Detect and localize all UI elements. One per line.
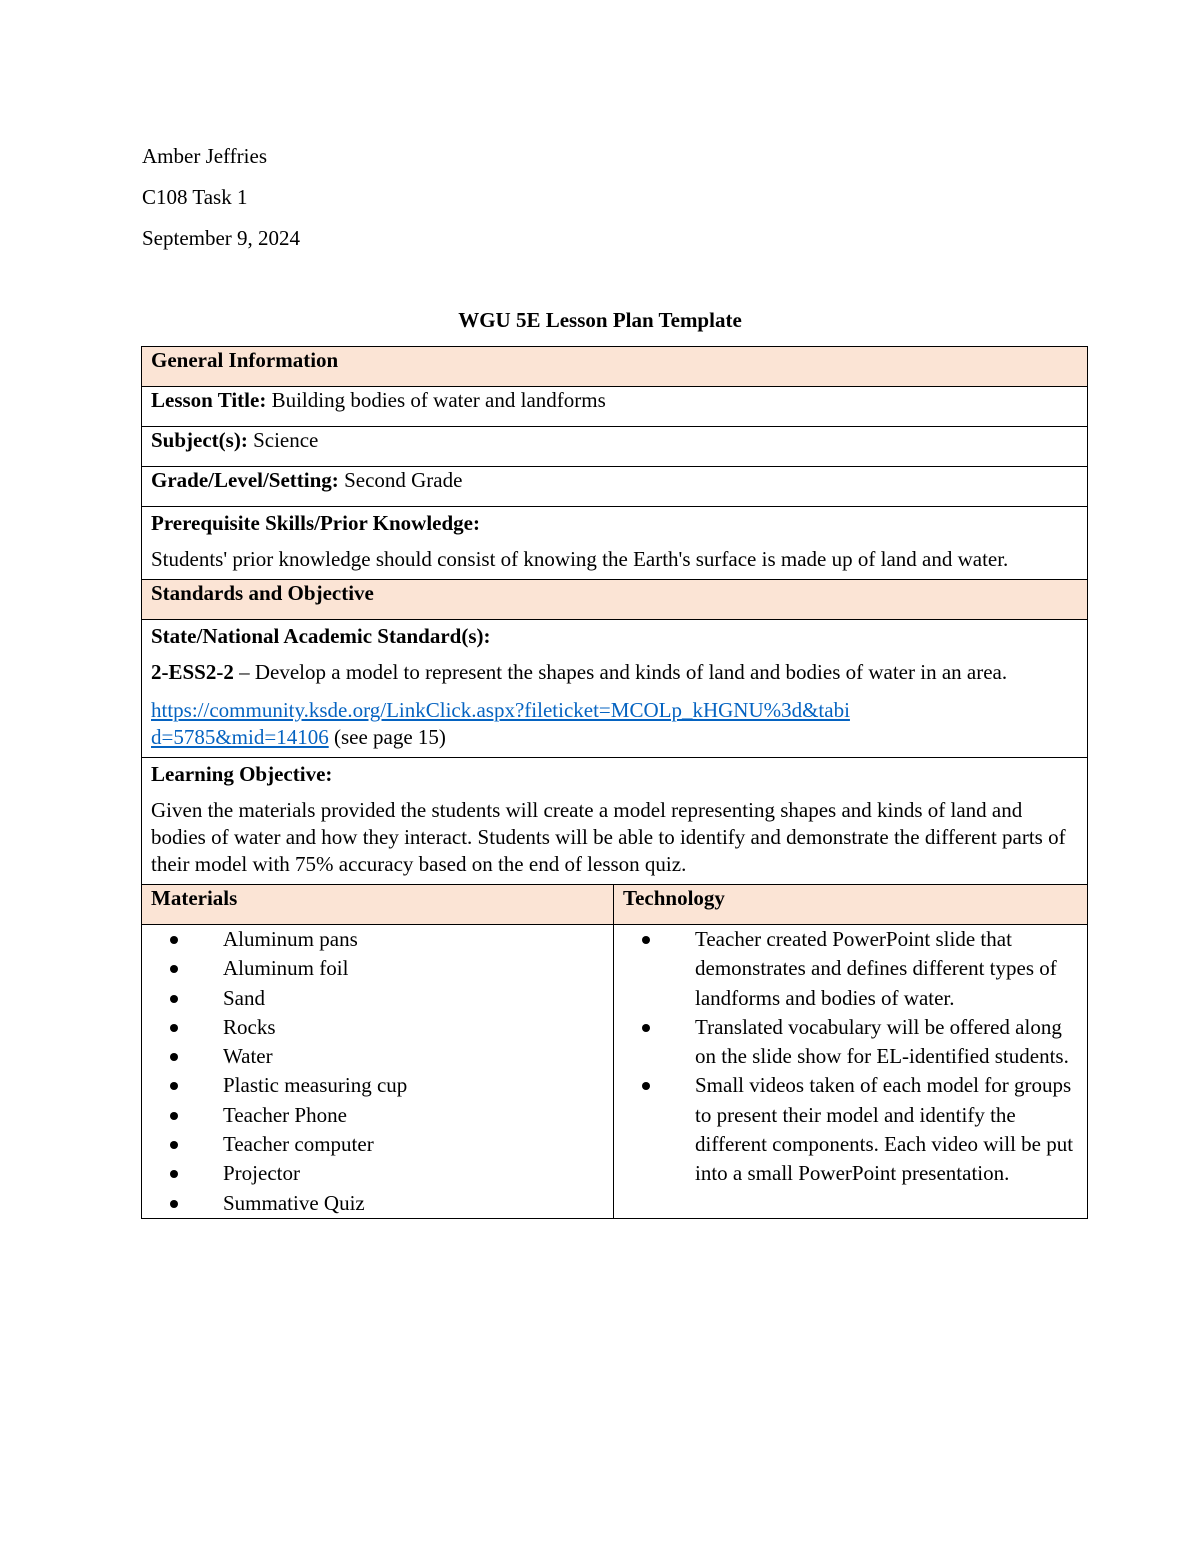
list-item: Teacher Phone [223,1101,604,1130]
standards-document-link[interactable]: https://community.ksde.org/LinkClick.aspx?fileticket=MCOLp_kHGNU%3d&tabid=5785&mid=14106 [151,698,850,749]
materials-list [151,925,604,1218]
learning-objective-label: Learning Objective: [151,762,333,786]
list-item: Teacher created PowerPoint slide that demonstrates and defines different types of landforms and bodies of water. [695,925,1078,1013]
prerequisite-row [142,507,1088,580]
standard-text: – Develop a model to represent the shapes and kinds of land and bodies of water in an area. [233,660,1008,684]
learning-objective-cell [142,758,1088,885]
standard-code: 2-ESS2-2 [151,660,234,684]
prerequisite-cell [142,507,1088,580]
subjects-label: Subject(s): [151,428,248,452]
grade-label: Grade/Level/Setting: [151,468,339,492]
list-item: Aluminum foil [223,954,604,983]
materials-cell [142,925,614,1219]
academic-standards-label: State/National Academic Standard(s): [151,624,491,648]
technology-list [623,925,1078,1189]
learning-objective-text: Given the materials provided the students will create a model representing shapes and kinds of land and bodies of water and how they interact. Students will be able to identify and demonstrate the different parts of their model with 75% accuracy based on the end of lesson quiz. [151,798,1066,876]
list-item: Rocks [223,1013,604,1042]
technology-header: Technology [614,885,1088,925]
document-date: September 9, 2024 [142,226,301,250]
list-item: Projector [223,1159,604,1188]
prerequisite-label: Prerequisite Skills/Prior Knowledge: [151,511,480,535]
grade-row [142,467,1088,507]
subjects-cell [142,427,1088,467]
standards-objective-header: Standards and Objective [142,580,1088,620]
academic-standards-cell [142,620,1088,758]
list-item: Summative Quiz [223,1189,604,1218]
list-item: Translated vocabulary will be offered along on the slide show for EL-identified students. [695,1013,1078,1072]
general-information-header: General Information [142,347,1088,387]
standard-link-note: (see page 15) [328,725,446,749]
learning-objective-row [142,758,1088,885]
materials-header: Materials [142,885,614,925]
author-name: Amber Jeffries [142,144,267,168]
list-item: Small videos taken of each model for groups to present their model and identify the different components. Each video will be put into a small PowerPoint presentation. [695,1071,1078,1188]
grade-cell [142,467,1088,507]
grade-value: Second Grade [344,468,463,492]
lesson-title-row [142,387,1088,427]
course-task: C108 Task 1 [142,185,248,209]
standard-link-line [151,697,1078,751]
subjects-value: Science [253,428,319,452]
list-item: Aluminum pans [223,925,604,954]
technology-cell [614,925,1088,1219]
academic-standards-row [142,620,1088,758]
lesson-plan-table [141,346,1088,1219]
lesson-title-label: Lesson Title: [151,388,267,412]
materials-technology-row [142,925,1088,1219]
general-information-row [142,347,1088,387]
subjects-row [142,427,1088,467]
standard-description [151,659,1078,686]
standards-objective-row [142,580,1088,620]
lesson-title-value: Building bodies of water and landforms [271,388,606,412]
list-item: Water [223,1042,604,1071]
lesson-title-cell [142,387,1088,427]
document-title: WGU 5E Lesson Plan Template [458,308,742,332]
prerequisite-text: Students' prior knowledge should consist of knowing the Earth's surface is made up of land and water. [151,547,1009,571]
materials-technology-header-row [142,885,1088,925]
list-item: Sand [223,984,604,1013]
list-item: Plastic measuring cup [223,1071,604,1100]
list-item: Teacher computer [223,1130,604,1159]
